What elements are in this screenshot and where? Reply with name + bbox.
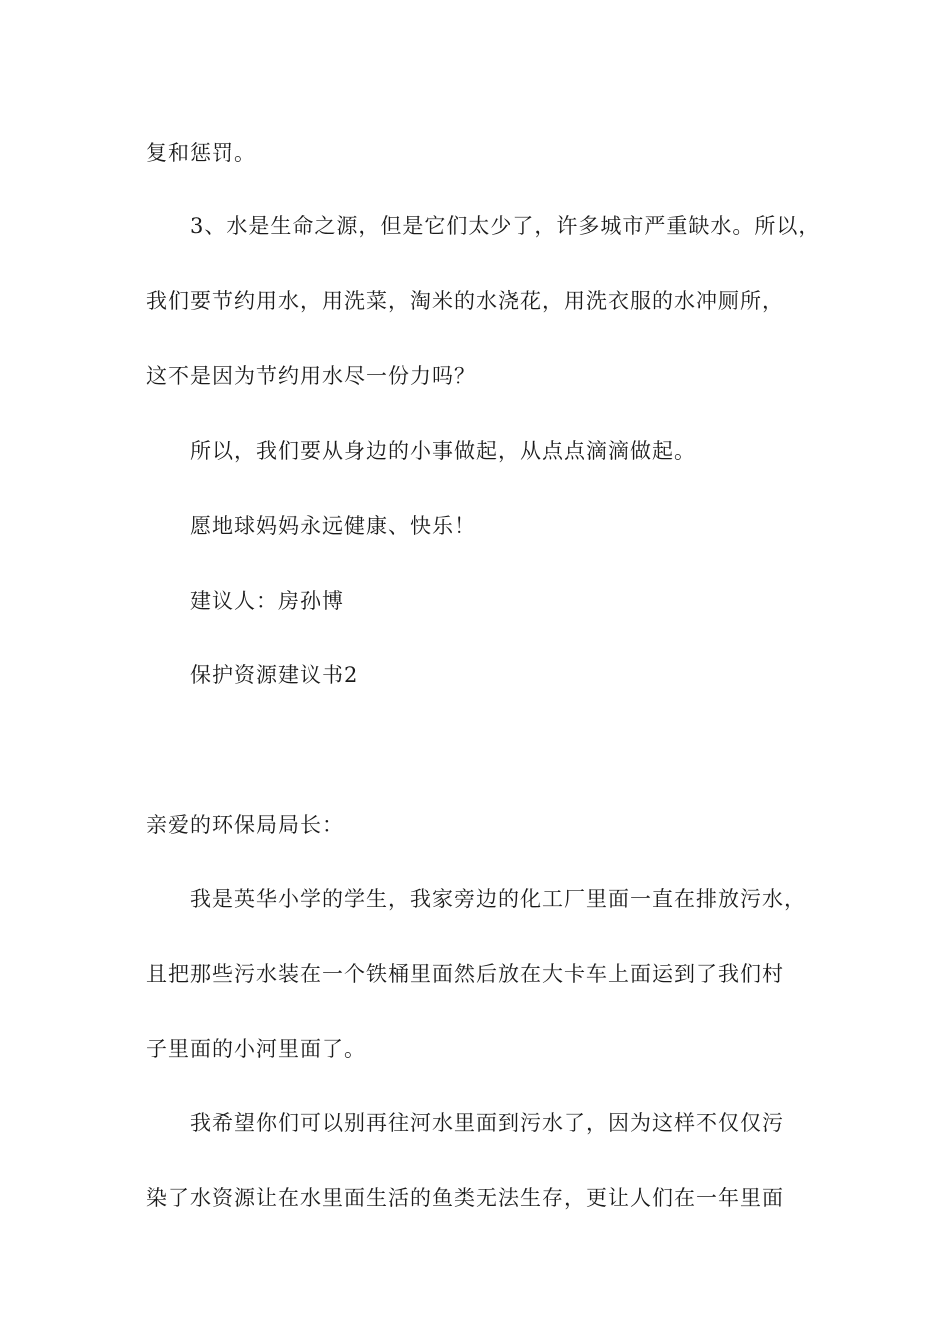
- text-line: 我们要节约用水，用洗菜，淘米的水浇花，用洗衣服的水冲厕所，: [146, 289, 784, 313]
- text-line: 我希望你们可以别再往河水里面到污水了，因为这样不仅仅污: [190, 1111, 784, 1135]
- text-line: 这不是因为节约用水尽一份力吗？: [146, 364, 476, 388]
- text-line: 我是英华小学的学生，我家旁边的化工厂里面一直在排放污水，: [190, 887, 806, 911]
- text-line: 复和惩罚。: [146, 141, 256, 165]
- text-line: 子里面的小河里面了。: [146, 1037, 366, 1061]
- signature-line: 建议人：房孙博: [190, 589, 344, 613]
- text-line: 3、水是生命之源，但是它们太少了，许多城市严重缺水。所以，: [190, 214, 821, 238]
- text-line: 所以，我们要从身边的小事做起，从点点滴滴做起。: [190, 439, 696, 463]
- section-title: 保护资源建议书2: [190, 663, 359, 687]
- text-line: 染了水资源让在水里面生活的鱼类无法生存，更让人们在一年里面: [146, 1186, 784, 1210]
- text-line: 且把那些污水装在一个铁桶里面然后放在大卡车上面运到了我们村: [146, 962, 784, 986]
- text-line: 愿地球妈妈永远健康、快乐！: [190, 514, 476, 538]
- salutation: 亲爱的环保局局长：: [146, 813, 344, 837]
